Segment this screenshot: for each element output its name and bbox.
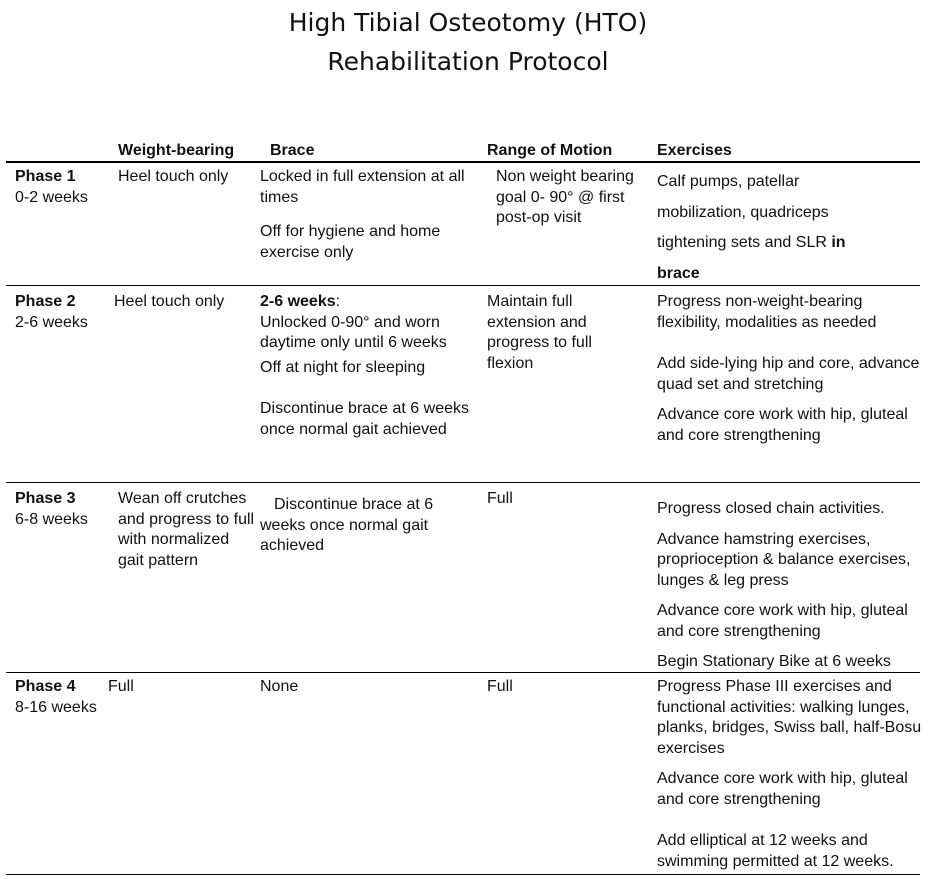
range-of-motion-cell: Full bbox=[487, 678, 513, 695]
brace-heading-suffix: : bbox=[335, 293, 341, 310]
exercise-item: Progress non-weight-bearing flexibility, modalities as needed bbox=[657, 293, 877, 331]
document-title-line-1: High Tibial Osteotomy (HTO) bbox=[288, 8, 648, 37]
phase-cell bbox=[15, 677, 97, 718]
table-bottom-rule bbox=[6, 874, 920, 875]
brace-note: Discontinue brace at 6 weeks once normal gait achieved bbox=[260, 400, 469, 438]
exercise-item: Advance core work with hip, gluteal and core strengthening bbox=[657, 602, 908, 640]
phase-name: Phase 4 bbox=[15, 678, 76, 695]
brace-note: Unlocked 0-90° and worn daytime only until 6 weeks bbox=[260, 313, 447, 351]
phase-name: Phase 1 bbox=[15, 168, 76, 185]
document-title-line-2: Rehabilitation Protocol bbox=[327, 47, 609, 76]
brace-note: Discontinue brace at 6 weeks once normal gait achieved bbox=[260, 496, 434, 554]
exercise-item: Progress Phase III exercises and functional activities: walking lunges, planks, bridges, Swiss ball, half-Bosu exercises bbox=[657, 678, 922, 757]
exercise-item: Add elliptical at 12 weeks and swimming permitted at 12 weeks. bbox=[657, 832, 894, 870]
brace-note: None bbox=[260, 678, 299, 695]
weight-bearing-cell: Wean off crutches and progress to full with normalized gait pattern bbox=[118, 490, 255, 569]
exercises-cell bbox=[657, 167, 872, 289]
phase-name: Phase 2 bbox=[15, 293, 76, 310]
range-of-motion-cell: Maintain full extension and progress to full flexion bbox=[487, 293, 592, 372]
exercise-item: Advance core work with hip, gluteal and core strengthening bbox=[657, 406, 908, 444]
exercise-item: Add side-lying hip and core, advance quad set and stretching bbox=[657, 355, 920, 393]
brace-cell bbox=[260, 677, 298, 698]
exercises-cell bbox=[657, 499, 925, 673]
phase-name: Phase 3 bbox=[15, 490, 76, 507]
exercise-item: Begin Stationary Bike at 6 weeks bbox=[657, 653, 891, 670]
phase-weeks: 2-6 weeks bbox=[15, 313, 88, 331]
brace-cell bbox=[260, 495, 450, 557]
header-rule bbox=[6, 161, 920, 163]
exercise-emphasis: in brace bbox=[657, 234, 846, 282]
weight-bearing-cell: Heel touch only bbox=[118, 168, 229, 185]
exercise-item: Advance hamstring exercises, proprioception & balance exercises, lunges & leg press bbox=[657, 530, 911, 589]
exercises-cell bbox=[657, 292, 925, 446]
header-brace: Brace bbox=[270, 142, 315, 159]
brace-heading: 2-6 weeks bbox=[260, 293, 336, 310]
phase-cell bbox=[15, 292, 88, 333]
header-range-of-motion: Range of Motion bbox=[487, 142, 613, 159]
range-of-motion-cell: Full bbox=[487, 490, 513, 507]
range-of-motion-cell: Non weight bearing goal 0- 90° @ first post-op visit bbox=[496, 168, 634, 226]
brace-cell bbox=[260, 292, 475, 440]
phase-weeks: 6-8 weeks bbox=[15, 510, 88, 528]
exercises-cell bbox=[657, 677, 925, 872]
phase-cell bbox=[15, 489, 88, 530]
header-exercises: Exercises bbox=[657, 142, 732, 159]
exercise-item: Advance core work with hip, gluteal and core strengthening bbox=[657, 770, 908, 808]
brace-cell bbox=[260, 167, 475, 263]
phase-cell bbox=[15, 167, 88, 208]
weight-bearing-cell: Full bbox=[108, 678, 134, 695]
phase-weeks: 8-16 weeks bbox=[15, 698, 97, 716]
weight-bearing-cell: Heel touch only bbox=[114, 293, 225, 310]
row-divider bbox=[6, 482, 920, 483]
exercise-text: Calf pumps, patellar mobilization, quadriceps tightening sets and SLR bbox=[657, 173, 829, 251]
exercise-item: Progress closed chain activities. bbox=[657, 500, 885, 517]
brace-note: Off for hygiene and home exercise only bbox=[260, 223, 441, 261]
phase-weeks: 0-2 weeks bbox=[15, 188, 88, 206]
brace-note: Off at night for sleeping bbox=[260, 358, 426, 376]
brace-note: Locked in full extension at all times bbox=[260, 168, 465, 206]
header-weight-bearing: Weight-bearing bbox=[118, 142, 235, 159]
